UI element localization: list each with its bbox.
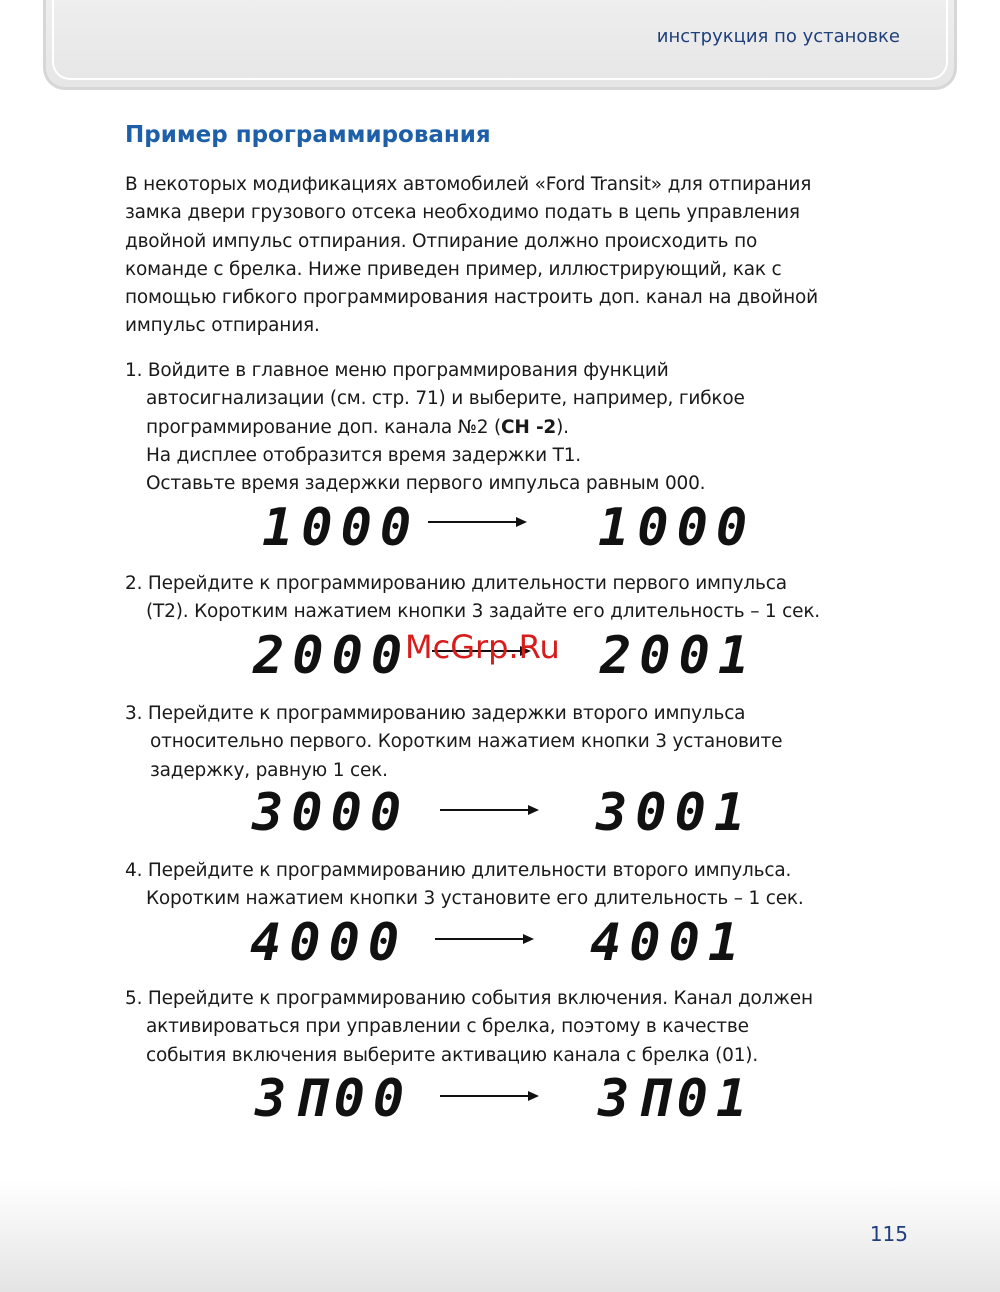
intro-line: импульс отпирания.	[125, 315, 320, 337]
lcd-display-after: 2001	[600, 626, 758, 686]
lcd-display-after: 1000	[598, 498, 756, 558]
step-text: 5. Перейдите к программированию события включения. Канал должен	[125, 988, 813, 1009]
arrow-right-icon	[440, 802, 540, 818]
lcd-display-before: 2000	[253, 626, 411, 686]
step-1	[125, 357, 885, 498]
step-text	[125, 414, 885, 442]
arrow-right-icon	[440, 1088, 540, 1104]
step-text: активироваться при управлении с брелка, поэтому в качестве	[146, 1016, 749, 1038]
lcd-display-before: 3000	[252, 783, 410, 843]
step-text: задержку, равную 1 сек.	[150, 759, 388, 781]
section-title: инструкция по установке	[656, 26, 900, 47]
step-text: Оставьте время задержки первого импульса равным 000.	[146, 473, 706, 495]
lcd-display-after: 3001	[596, 783, 754, 843]
intro-paragraph	[125, 171, 895, 341]
lcd-display-before: 1000	[262, 498, 420, 558]
intro-line: В некоторых модификациях автомобилей «Ford Transit» для отпирания	[125, 174, 812, 195]
step-4	[125, 857, 885, 914]
step-text: 1. Войдите в главное меню программирования функций	[125, 360, 669, 381]
footer-band	[0, 1180, 1000, 1292]
intro-line: помощью гибкого программирования настроить доп. канал на двойной	[125, 287, 818, 309]
channel-code: CH -2	[501, 416, 557, 438]
watermark-logo: McGrp.Ru	[405, 628, 560, 666]
step-text: относительно первого. Коротким нажатием кнопки 3 установите	[150, 731, 783, 753]
step-text: 2. Перейдите к программированию длительности первого импульса	[125, 573, 787, 594]
intro-line: команде с брелка. Ниже приведен пример, иллюстрирующий, как с	[125, 258, 782, 280]
step-5	[125, 985, 885, 1070]
step-text: 4. Перейдите к программированию длительности второго импульса.	[125, 860, 792, 881]
step-3	[125, 700, 885, 785]
intro-line: двойной импульс отпирания. Отпирание должно происходить по	[125, 230, 758, 252]
step-2	[125, 570, 885, 627]
step-text: На дисплее отобразится время задержки Т1.	[146, 444, 581, 466]
step-text: автосигнализации (см. стр. 71) и выберите, например, гибкое	[146, 388, 745, 410]
lcd-display-before: 4000	[250, 913, 408, 973]
step-text: Коротким нажатием кнопки 3 установите его длительность – 1 сек.	[146, 888, 804, 910]
step-text-part: программирование доп. канала №2 (	[146, 416, 502, 438]
step-text: события включения выберите активацию канала с брелка (01).	[146, 1044, 758, 1066]
lcd-display-after: 3П01	[598, 1069, 756, 1129]
lcd-display-before: 3П00	[255, 1069, 413, 1129]
arrow-right-icon	[435, 931, 535, 947]
intro-line: замка двери грузового отсека необходимо подать в цепь управления	[125, 202, 800, 224]
arrow-right-icon	[428, 514, 528, 530]
lcd-display-after: 4001	[590, 913, 748, 973]
step-text: 3. Перейдите к программированию задержки второго импульса	[125, 703, 746, 724]
page-title: Пример программирования	[125, 122, 491, 148]
step-text-part: ).	[556, 416, 569, 438]
page-number: 115	[869, 1222, 908, 1246]
step-text: (Т2). Коротким нажатием кнопки 3 задайте его длительность – 1 сек.	[146, 601, 820, 623]
